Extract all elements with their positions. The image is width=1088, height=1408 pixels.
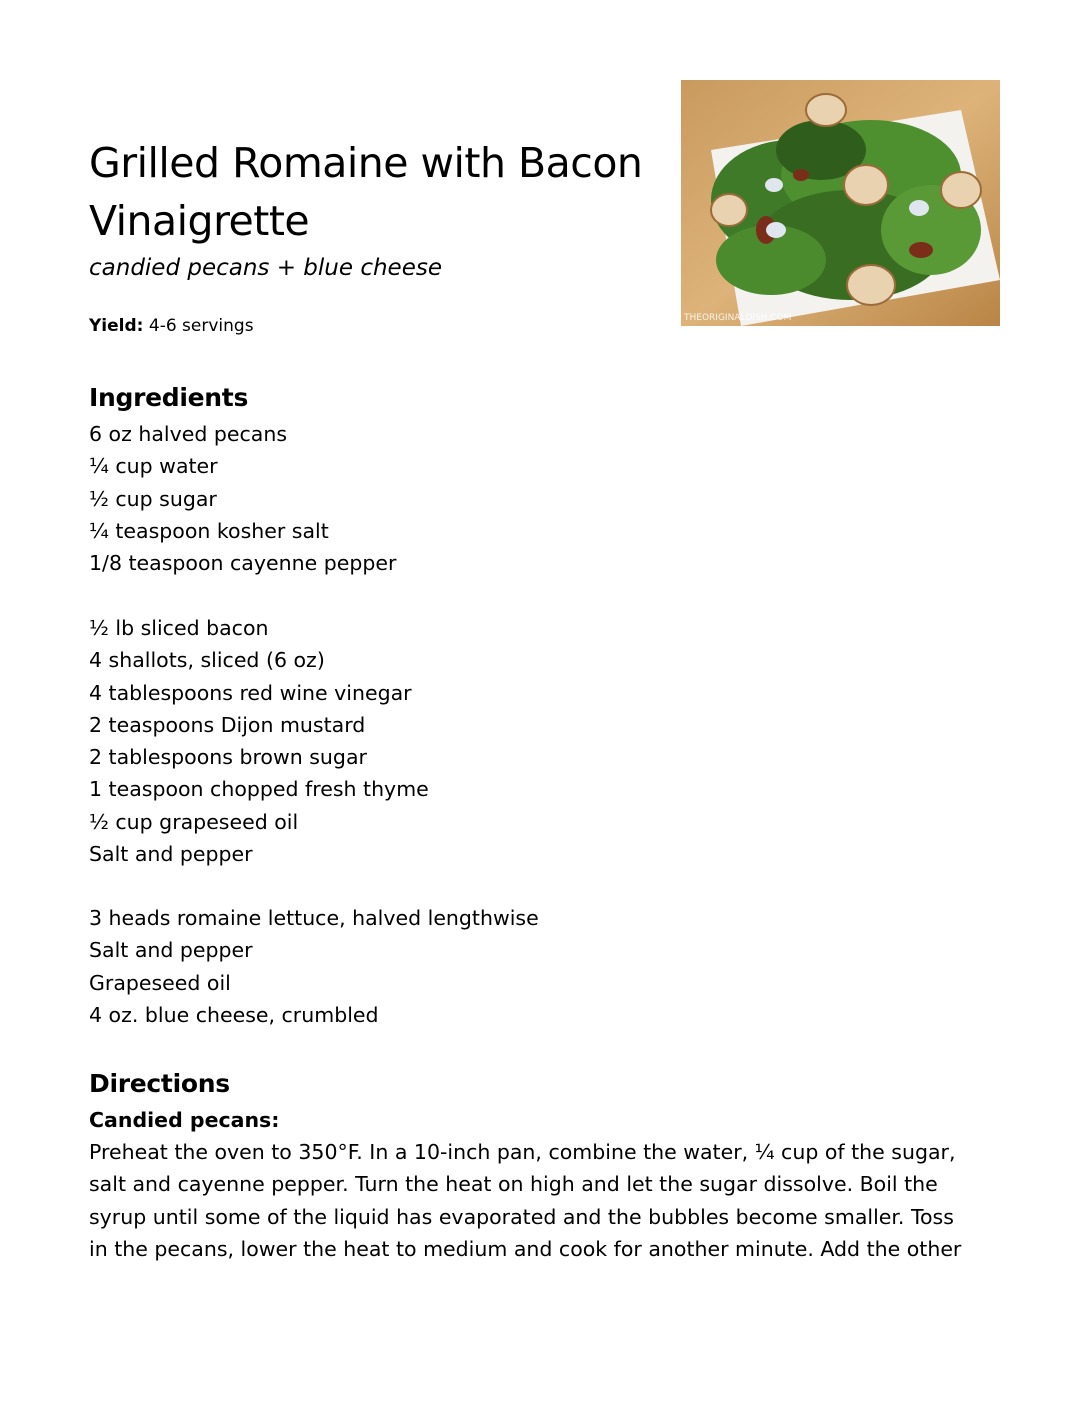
ingredient-item: 1 teaspoon chopped fresh thyme [89,777,429,802]
yield-label: Yield: [89,316,144,336]
directions-line: syrup until some of the liquid has evaporated and the bubbles become smaller. Toss [89,1204,954,1229]
recipe-title: Grilled Romaine with Bacon Vinaigrette [89,139,643,245]
ingredient-item: Salt and pepper [89,842,253,867]
ingredient-item: ½ lb sliced bacon [89,616,269,640]
ingredient-item: 6 oz halved pecans [89,422,288,446]
ingredient-group-pecans [89,418,396,579]
ingredient-item: ½ cup grapeseed oil [89,809,299,834]
directions-line: in the pecans, lower the heat to medium and cook for another minute. Add the other [89,1236,962,1261]
ingredients-heading: Ingredients [89,383,249,412]
ingredient-item: 3 heads romaine lettuce, halved lengthwise [89,906,539,930]
ingredient-group-salad [89,902,539,1031]
ingredient-item: 4 oz. blue cheese, crumbled [89,1002,379,1027]
ingredient-item: 4 shallots, sliced (6 oz) [89,648,325,673]
ingredient-item: Grapeseed oil [89,970,231,995]
ingredient-item: Salt and pepper [89,938,253,963]
recipe-subtitle: candied pecans + blue cheese [89,255,442,281]
yield-line [89,314,254,338]
directions-line: salt and cayenne pepper. Turn the heat on high and let the sugar dissolve. Boil the [89,1172,938,1197]
ingredient-item: 2 teaspoons Dijon mustard [89,712,366,737]
ingredient-item: 1/8 teaspoon cayenne pepper [89,551,397,576]
directions-subheading-pecans: Candied pecans: [89,1108,280,1132]
photo-watermark: THEORIGINALDISH.COM [684,313,792,323]
directions-paragraph [89,1136,1004,1265]
directions-line: Preheat the oven to 350°F. In a 10-inch pan, combine the water, ¼ cup of the sugar, [89,1140,956,1164]
yield-value: 4-6 servings [143,316,254,336]
ingredient-item: ¼ cup water [89,454,218,479]
ingredient-item: ½ cup sugar [89,486,217,511]
ingredient-item: ¼ teaspoon kosher salt [89,518,329,543]
ingredient-item: 4 tablespoons red wine vinegar [89,680,412,705]
ingredient-item: 2 tablespoons brown sugar [89,745,367,770]
directions-heading: Directions [89,1069,230,1098]
ingredient-group-vinaigrette [89,612,429,870]
salad-photo [681,80,1000,326]
